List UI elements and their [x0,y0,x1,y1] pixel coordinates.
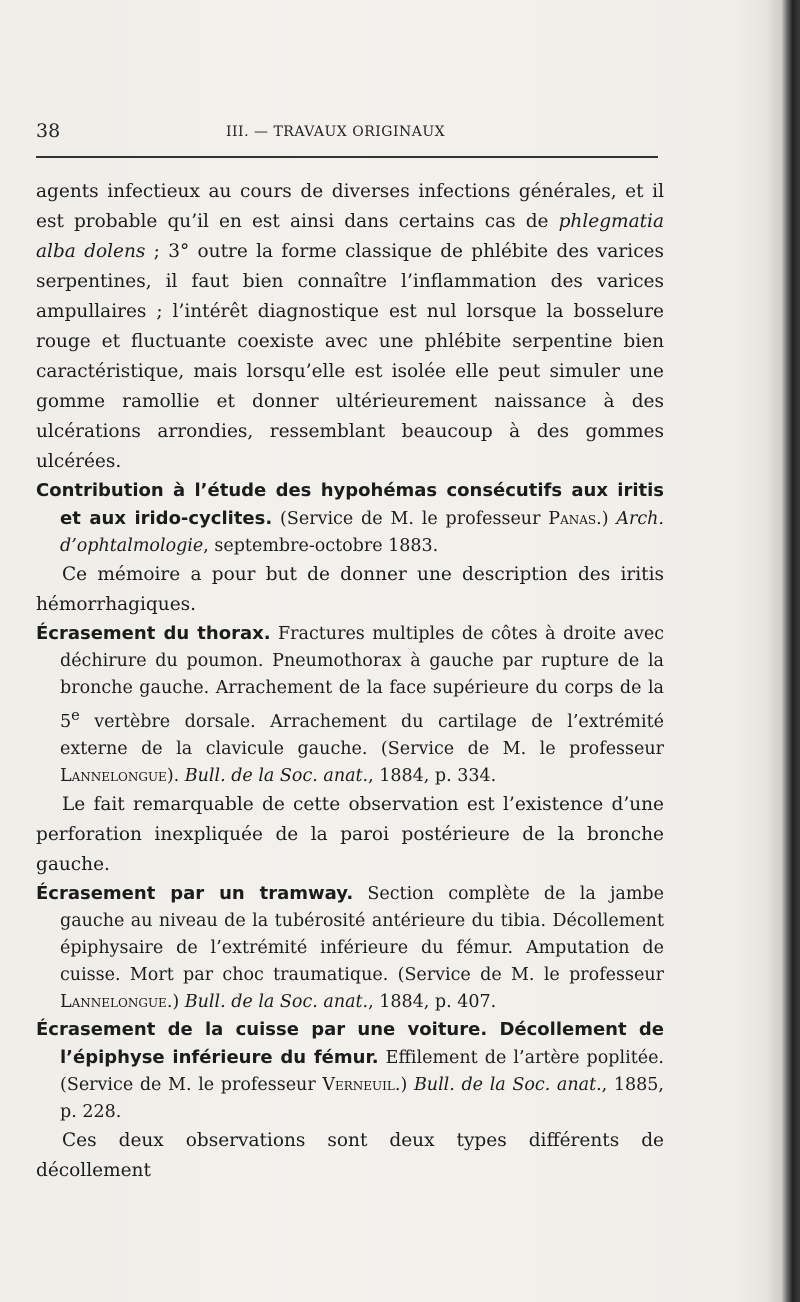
entry-title: Écrasement par un tramway. [36,882,354,904]
bibliography-entry [36,1016,664,1126]
bibliography-entry [36,880,664,1016]
entry-note: Ces deux observations sont deux types différents de décollement [36,1129,664,1181]
entry-service-suffix: ). [166,765,185,786]
entry-citation: , 1884, p. 407. [368,991,497,1012]
entry-citation: , septembre-octobre 1883. [203,536,439,556]
entry-title: Écrasement du thorax. [36,623,271,644]
page-header [36,120,660,148]
entry-title: Écrasement de la cuisse par une voiture. Décollement de l’épiphyse inférieure du fémur. [36,1018,664,1068]
opening-text-1: agents infectieux au cours de diverses infections générales, et il est probable qu’il en est ainsi dans certains cas de [36,181,664,232]
entry-note: Le fait remarquable de cette observation est l’existence d’une perforation inexpliquée de la paroi postérieure de la bronche gauche. [36,793,664,875]
book-spine-shadow [766,0,800,1302]
entry-title: Contribution à l’étude des hypohémas consécutifs aux iritis et aux irido-cyclites. [36,480,664,529]
entry-service-suffix: .) [394,1074,414,1095]
running-head: III. — TRAVAUX ORIGINAUX [226,124,446,140]
header-rule [36,156,658,158]
entry-text: Section complète de la jambe gauche au niveau de la tubérosité antérieure du tibia. Décollement épiphysaire de l’extrémité inférieure du fémur. Amputation de cuisse. Mort par choc traumatique. (Service de M. le professeur [60,883,664,985]
entry-journal: Bull. de la Soc. anat. [413,1074,602,1095]
bibliography-entry [36,620,664,790]
bibliography-entry [36,477,664,560]
entry-text: Fractures multiples de côtes à droite avec déchirure du poumon. Pneumothorax à gauche par rupture de la bronche gauche. Arrachement de la face supérieure du corps de la 5 [60,624,664,732]
entry-text: Effilement de l’artère poplitée. (Service de M. le professeur [60,1047,664,1095]
entry-professor: Lannelongue [60,765,167,786]
entry-text-2: vertèbre dorsale. Arrachement du cartilage de l’extrémité externe de la clavicule gauche. (Service de M. le professeur [60,711,664,759]
entry-note: Ce mémoire a pour but de donner une description des iritis hémorrhagiques. [36,564,664,615]
entry-service-suffix: .) [596,509,617,529]
entry-citation: , 1884, p. 334. [368,765,497,786]
page-number: 38 [36,120,61,142]
opening-paragraph [36,177,664,477]
page-body [36,177,664,1186]
entry-citation: , 1885, p. 228. [60,1074,664,1122]
entry-professor: Panas [548,509,597,529]
opening-text-2: ; 3° outre la forme classique de phlébite des varices serpentines, il faut bien connaître l’inflammation des varices ampullaires ; l’intérêt diagnostique est nul lorsque la bosselure rouge et fluctuante coexiste avec une phlébite serpentine bien caractéristique, mais lorsqu’elle est isolée elle peut simuler une gomme ramollie et donner ultérieurement naissance à des ulcérations arrondies, ressemblant beaucoup à des gommes ulcérées. [36,241,664,472]
entry-journal: Bull. de la Soc. anat. [184,765,369,786]
entry-service-suffix: .) [166,991,185,1012]
entry-journal: Bull. de la Soc. anat. [184,991,369,1012]
entry-professor: Verneuil [322,1074,395,1095]
entry-service: (Service de M. le professeur [272,509,549,529]
entry-superscript: e [71,707,80,724]
entry-professor: Lannelongue [60,991,167,1012]
opening-italic: phlegmatia alba dolens [36,211,664,262]
entry-journal: Arch. d’ophtalmologie [60,509,664,556]
